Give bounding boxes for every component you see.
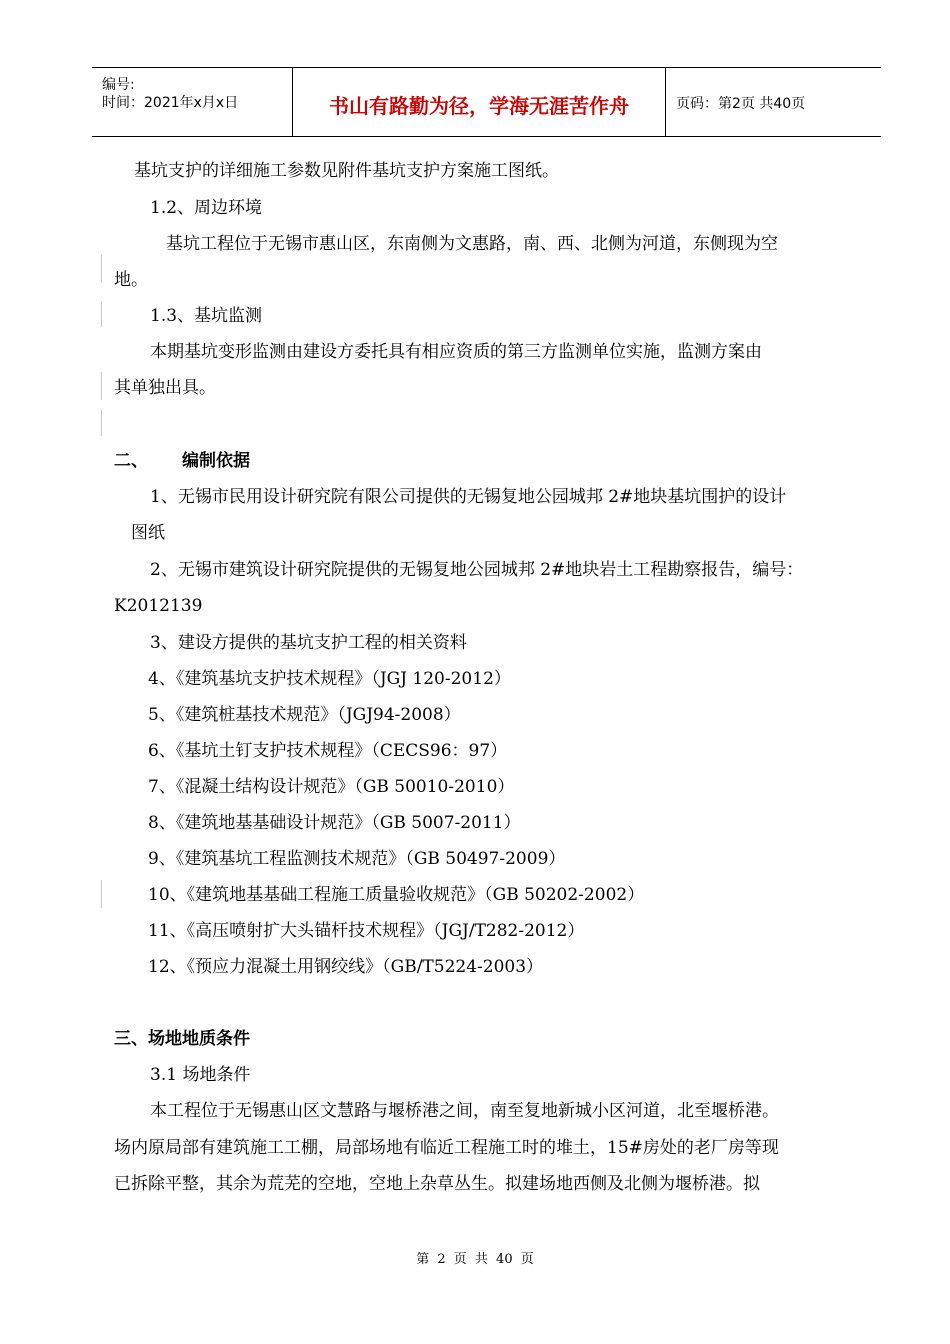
reference-item: 2、无锡市建筑设计研究院提供的无锡复地公园城邦 2#地块岩土工程勘察报告，编号： (150, 560, 804, 580)
paragraph: 已拆除平整，其余为荒芜的空地，空地上杂草丛生。拟建场地西侧及北侧为堰桥港。拟 (114, 1174, 760, 1194)
margin-mark (101, 301, 102, 327)
reference-item: 1、无锡市民用设计研究院有限公司提供的无锡复地公园城邦 2#地块基坑围护的设计 (150, 487, 787, 507)
margin-mark (101, 372, 102, 400)
reference-item: K2012139 (114, 596, 203, 616)
paragraph: 本工程位于无锡惠山区文慧路与堰桥港之间，南至复地新城小区河道，北至堰桥港。 (150, 1101, 779, 1121)
reference-item: 9、《建筑基坑工程监测技术规范》（GB 50497-2009） (148, 849, 566, 869)
reference-item: 6、《基坑土钉支护技术规程》（CECS96：97） (148, 741, 508, 761)
reference-item: 3、建设方提供的基坑支护工程的相关资料 (150, 633, 467, 653)
header-motto-cell (293, 68, 666, 136)
chapter-title: 三、场地地质条件 (114, 1029, 250, 1049)
chapter-title: 编制依据 (182, 451, 250, 471)
paragraph: 其单独出具。 (114, 378, 216, 398)
page-header (92, 67, 881, 137)
margin-mark (101, 880, 102, 908)
header-motto: 书山有路勤为径，学海无涯苦作舟 (329, 94, 629, 118)
reference-item: 8、《建筑地基基础设计规范》（GB 5007-2011） (148, 813, 521, 833)
header-meta-cell (92, 68, 293, 136)
header-page-cell (666, 68, 881, 136)
margin-mark (101, 410, 102, 436)
paragraph: 本期基坑变形监测由建设方委托具有相应资质的第三方监测单位实施，监测方案由 (150, 342, 762, 362)
paragraph: 基坑支护的详细施工参数见附件基坑支护方案施工图纸。 (134, 161, 559, 181)
header-page-number: 页码：第2页 共40页 (676, 96, 806, 112)
paragraph: 基坑工程位于无锡市惠山区，东南侧为文惠路，南、西、北侧为河道，东侧现为空 (166, 234, 778, 254)
chapter-number: 二、 (114, 451, 148, 471)
page-footer: 第 2 页 共 40 页 (416, 1252, 534, 1267)
paragraph: 场内原局部有建筑施工工棚，局部场地有临近工程施工时的堆土，15#房处的老厂房等现 (114, 1138, 779, 1158)
section-heading: 3.1 场地条件 (150, 1065, 251, 1085)
paragraph: 地。 (114, 270, 148, 290)
reference-item: 7、《混凝土结构设计规范》（GB 50010-2010） (148, 777, 515, 797)
reference-item: 12、《预应力混凝土用钢绞线》（GB/T5224-2003） (148, 957, 544, 977)
header-number: 编号: (102, 77, 135, 93)
reference-item: 4、《建筑基坑支护技术规程》（JGJ 120-2012） (148, 669, 511, 689)
section-heading: 1.3、基坑监测 (150, 306, 263, 326)
reference-item: 5、《建筑桩基技术规范》（JGJ94-2008） (148, 705, 461, 725)
header-time: 时间：2021年x月x日 (102, 95, 239, 111)
reference-item: 图纸 (131, 523, 165, 543)
margin-mark (101, 255, 102, 283)
reference-item: 11、《高压喷射扩大头锚杆技术规程》（JGJ/T282-2012） (148, 921, 585, 941)
section-heading: 1.2、周边环境 (150, 198, 263, 218)
reference-item: 10、《建筑地基基础工程施工质量验收规范》（GB 50202-2002） (148, 885, 645, 905)
